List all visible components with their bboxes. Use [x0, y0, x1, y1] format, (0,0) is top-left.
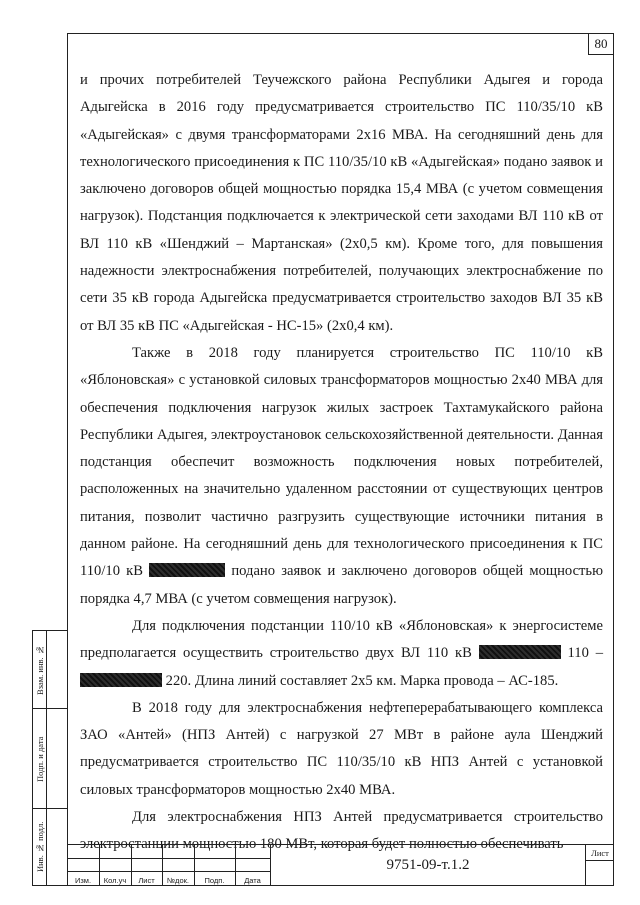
side-cell	[33, 631, 46, 709]
side-cell	[47, 631, 68, 709]
paragraph-4: В 2018 году для электроснабжения нефтеперерабатывающего комплекса ЗАО «Антей» (НПЗ Антей) с нагрузкой 27 МВт в районе аула Шенджий предусматривается строительство ПС 110/35/10 кВ НПЗ Антей с установкой силовых трансформаторов мощностью 2х40 МВА.	[80, 699, 603, 798]
paragraph-5: Для электроснабжения НПЗ Антей предусматривается строительство электростанции мощностью 180 МВт, которая будет полностью обеспечивать	[80, 809, 603, 853]
grid-line	[67, 871, 270, 872]
grid-line	[67, 858, 270, 859]
column-data: Дата	[244, 876, 261, 885]
sheet-label: Лист	[586, 846, 614, 861]
redaction-block	[479, 645, 561, 659]
column-ndok: №док.	[167, 876, 189, 885]
paragraph-3-text: Для подключения подстанции 110/10 кВ «Яблоновская» к энергосистеме предполагается осуществить строительство двух ВЛ 110 кВ	[80, 617, 603, 662]
paragraph-1: и прочих потребителей Теучежского района Республики Адыгея и города Адыгейска в 2016 году предусматривается строительство ПС 110/35/10 кВ «Адыгейская» с двумя трансформаторами 2х16 МВА. На сегодняшний день для технологического присоединения к ПС 110/35/10 кВ «Адыгейская» подано заявок и заключено договоров общей мощностью порядка 15,4 МВА (с учетом совмещения нагрузок). Подстанция подключается к электрической сети заходами ВЛ 110 кВ от ВЛ 110 кВ «Шенджий – Мартанская» (2х0,5 км). Кроме того, для повышения надежности электроснабжения потребителей, получающих электроснабжение по сети 35 кВ города Адыгейска предусматривается строительство заходов ВЛ 35 кВ от ВЛ 35 кВ ПС «Адыгейская - НС-15» (2х0,4 км).	[80, 72, 603, 334]
paragraph-2-text: Также в 2018 году планируется строительство ПС 110/10 кВ «Яблоновская» с установкой силовых трансформаторов мощностью 2х40 МВА для обеспечения подключения нагрузок жилых застроек Тахтамукайского района Республики Адыгея, электроустановок сельскохозяйственной деятельности. Данная подстанция обеспечит возможность подключения новых потребителей, расположенных на значительно удаленном расстоянии от существующих центров питания, позволит частично разгрузить существующие источники питания в данном районе. На сегодняшний день для технологического присоединения к ПС 110/10 кВ	[80, 344, 603, 580]
sheet-cell	[586, 845, 614, 886]
document-code: 9751-09-т.1.2	[270, 845, 586, 886]
column-kol-uch: Кол.уч	[103, 876, 127, 885]
title-block	[67, 844, 614, 886]
side-stamp	[32, 630, 68, 886]
side-cell	[33, 709, 46, 809]
column-izm: Изм.	[74, 876, 92, 885]
side-stamp-label-column	[33, 631, 47, 885]
paragraph-3-tail: 220. Длина линий составляет 2х5 км. Марка провода – АС-185.	[165, 672, 559, 689]
side-label-replacement: Взам. инв. №	[35, 645, 45, 695]
paragraph-2-tail: подано заявок и заключено договоров общей мощностью порядка 4,7 МВА (с учетом совмещения нагрузок).	[80, 563, 603, 607]
side-label-signature: Подп. и дата	[35, 736, 45, 782]
column-list: Лист	[138, 876, 155, 885]
paragraph-3	[80, 613, 603, 695]
redaction-block	[80, 673, 162, 687]
document-body	[80, 67, 603, 859]
redaction-block	[149, 563, 225, 577]
paragraph-2	[80, 340, 603, 613]
side-stamp-value-column	[47, 631, 68, 885]
revision-table	[67, 845, 270, 886]
page-number: 80	[588, 33, 614, 55]
side-cell	[47, 709, 68, 809]
side-label-inventory: Инв. № подл.	[35, 821, 45, 873]
paragraph-3-mid: 110 –	[567, 645, 604, 662]
column-podp: Подп.	[204, 876, 225, 885]
